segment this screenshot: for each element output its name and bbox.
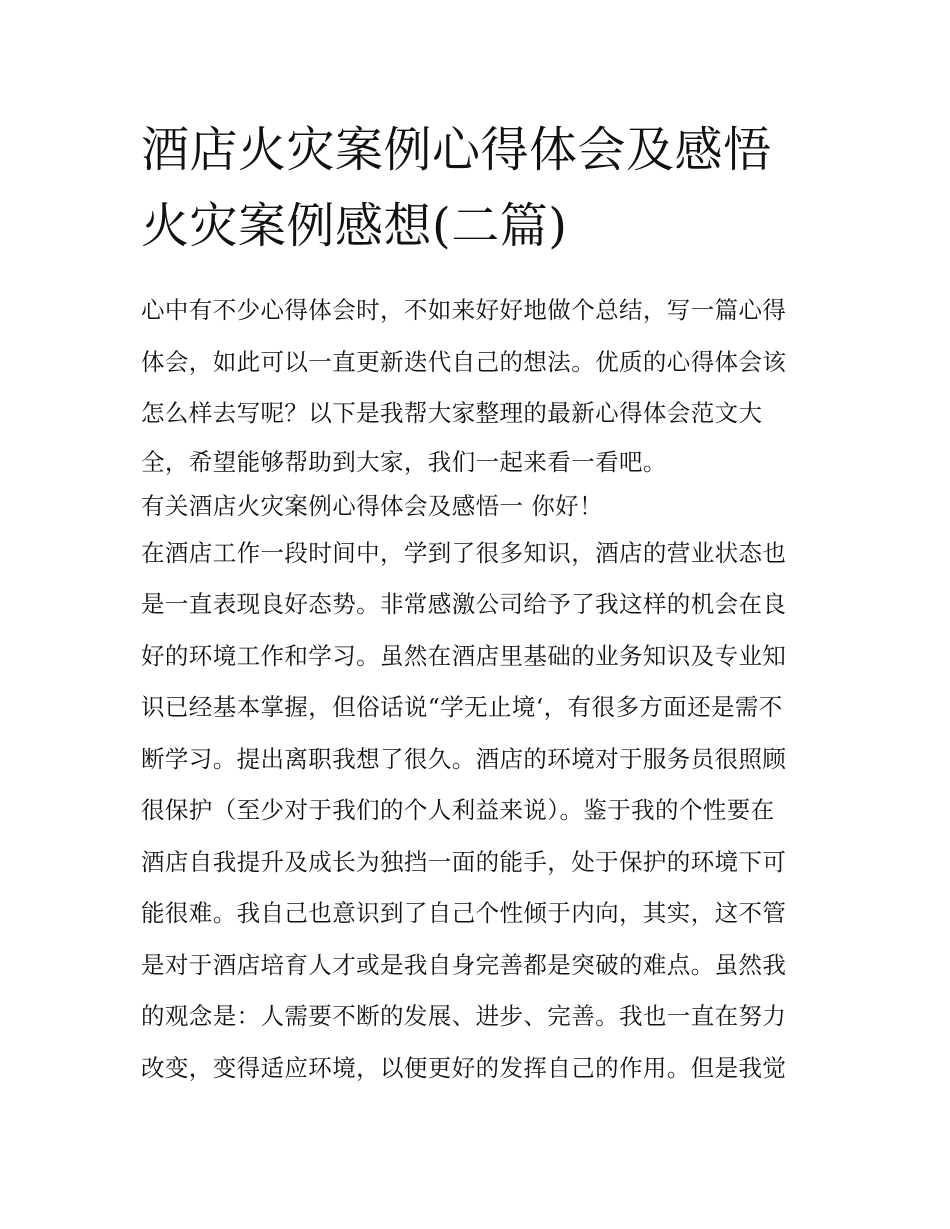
intro-line: 怎么样去写呢？以下是我帮大家整理的最新心得体会范文大 [141,399,763,427]
body-line: 断学习。提出离职我想了很久。酒店的环境对于服务员很照顾 [141,744,787,773]
body-line: 的观念是：人需要不断的发展、进步、完善。我也一直在努力 [141,1002,787,1030]
intro-paragraph [141,285,813,484]
intro-line: 全，希望能够帮助到大家，我们一起来看一看吧。 [141,447,667,476]
body-line: 是对于酒店培育人才或是我自身完善都是突破的难点。虽然我 [141,950,787,979]
intro-line: 体会，如此可以一直更新迭代自己的想法。优质的心得体会该 [141,347,787,376]
body-line: 在酒店工作一段时间中，学到了很多知识，酒店的营业状态也 [141,538,787,567]
intro-line: 心中有不少心得体会时，不如来好好地做个总结，写一篇心得 [141,296,787,324]
body-line: 是一直表现良好态势。非常感激公司给予了我这样的机会在良 [141,590,787,618]
title-line-2: 火灾案例感想(二篇) [141,198,568,254]
body-line: 改变，变得适应环境，以便更好的发挥自己的作用。但是我觉 [141,1053,787,1082]
document-content [141,112,813,1094]
body-line: 很保护（至少对于我们的个人利益来说）。鉴于我的个性要在 [141,796,775,824]
document-title [141,112,813,264]
title-line-1: 酒店火灾案例心得体会及感悟 [141,122,772,178]
body-line: 能很难。我自己也意识到了自己个性倾于内向，其实，这不管 [141,899,787,927]
document-body [141,285,813,1094]
body-line: 识已经基本掌握，但俗话说“学无止境‘，有很多方面还是需不 [141,693,783,721]
body-paragraph [141,528,813,1095]
body-line: 酒店自我提升及成长为独挡一面的能手，处于保护的环境下可 [141,847,787,876]
section-heading: 有关酒店火灾案例心得体会及感悟一 你好！ [141,491,603,520]
body-line: 好的环境工作和学习。虽然在酒店里基础的业务知识及专业知 [141,641,787,670]
